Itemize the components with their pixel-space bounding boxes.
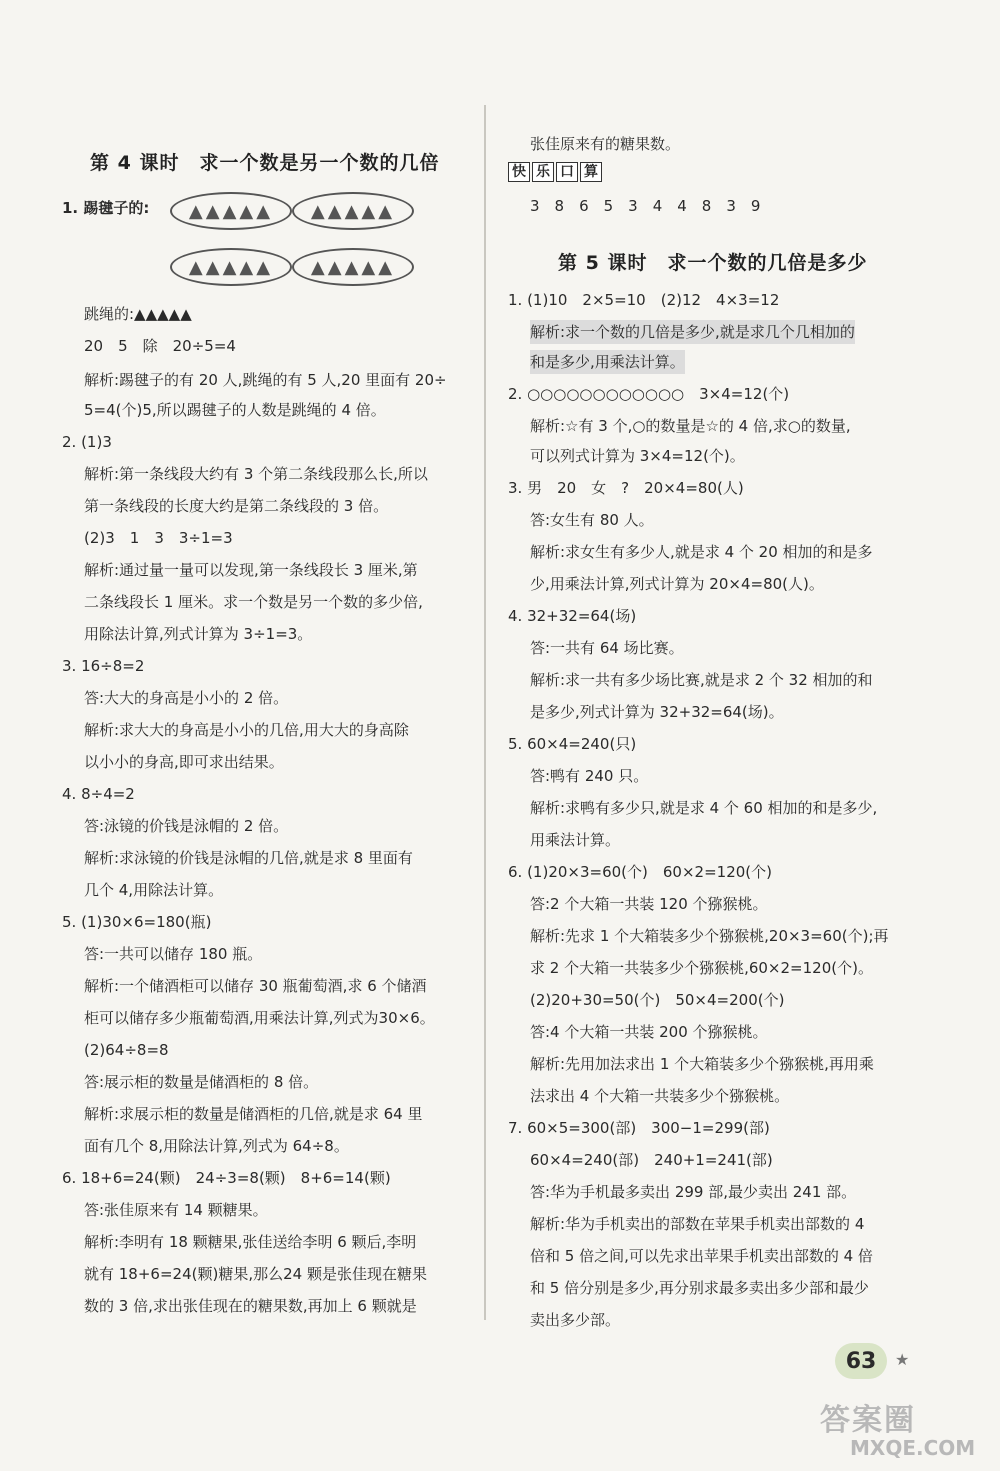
q2-answer: 2. (1)3 [62, 433, 112, 451]
r7-analysis: 倍和 5 倍之间,可以先求出苹果手机卖出部数的 4 倍 [530, 1247, 873, 1265]
q3-analysis: 解析:求大大的身高是小小的几倍,用大大的身高除 [84, 721, 409, 739]
q6-answer: 6. 18+6=24(颗) 24÷3=8(颗) 8+6=14(颗) [62, 1169, 391, 1187]
q3-answer: 3. 16÷8=2 [62, 657, 145, 675]
q3-analysis: 以小小的身高,即可求出结果。 [84, 753, 284, 771]
r6-analysis: 解析:先用加法求出 1 个大箱装多少个猕猴桃,再用乘 [530, 1055, 874, 1073]
q4-analysis: 几个 4,用除法计算。 [84, 881, 224, 899]
r3-conclusion: 答:女生有 80 人。 [530, 511, 654, 529]
q5-conclusion: 答:一共可以储存 180 瓶。 [84, 945, 263, 963]
q4-answer: 4. 8÷4=2 [62, 785, 135, 803]
watermark-url: MXQE.COM [850, 1436, 976, 1460]
r6-answer: (2)20+30=50(个) 50×4=200(个) [530, 991, 785, 1009]
q6-conclusion: 答:张佳原来有 14 颗糖果。 [84, 1201, 268, 1219]
badge-char: 快 [508, 162, 530, 182]
q5-analysis: 解析:求展示柜的数量是储酒柜的几倍,就是求 64 里 [84, 1105, 423, 1123]
r6-conclusion: 答:2 个大箱一共装 120 个猕猴桃。 [530, 895, 768, 913]
lesson-5-heading: 第 5 课时 求一个数的几倍是多少 [558, 252, 868, 274]
kuaile-answers: 3 8 6 5 3 4 4 8 3 9 [530, 197, 761, 215]
triangle-oval: ▲▲▲▲▲ [170, 248, 292, 286]
r3-analysis: 解析:求女生有多少人,就是求 4 个 20 相加的和是多 [530, 543, 873, 561]
q5-analysis: 面有几个 8,用除法计算,列式为 64÷8。 [84, 1137, 349, 1155]
badge-char: 口 [556, 162, 578, 182]
q4-conclusion: 答:泳镜的价钱是泳帽的 2 倍。 [84, 817, 289, 835]
q6-analysis: 就有 18+6=24(颗)糖果,那么24 颗是张佳现在糖果 [84, 1265, 427, 1283]
badge-char: 乐 [532, 162, 554, 182]
r7-analysis: 卖出多少部。 [530, 1311, 621, 1329]
r5-analysis: 解析:求鸭有多少只,就是求 4 个 60 相加的和是多少, [530, 799, 878, 817]
q5-answer: 5. (1)30×6=180(瓶) [62, 913, 212, 931]
r4-conclusion: 答:一共有 64 场比赛。 [530, 639, 684, 657]
r4-answer: 4. 32+32=64(场) [508, 607, 637, 625]
r1-analysis: 解析:求一个数的几倍是多少,就是求几个几相加的 [530, 320, 855, 344]
column-divider [484, 105, 486, 1320]
star-icon: ★ [895, 1350, 910, 1369]
r6-conclusion: 答:4 个大箱一共装 200 个猕猴桃。 [530, 1023, 768, 1041]
q1-analysis: 5=4(个)5,所以踢毽子的人数是跳绳的 4 倍。 [84, 401, 386, 419]
q1-line2: 跳绳的:▲▲▲▲▲ [84, 305, 192, 323]
r7-conclusion: 答:华为手机最多卖出 299 部,最少卖出 241 部。 [530, 1183, 857, 1201]
watermark-logo: 答案圈 [820, 1403, 916, 1438]
r7-analysis: 和 5 倍分别是多少,再分别求最多卖出多少部和最少 [530, 1279, 869, 1297]
r6-analysis: 求 2 个大箱一共装多少个猕猴桃,60×2=120(个)。 [530, 959, 873, 977]
q3-conclusion: 答:大大的身高是小小的 2 倍。 [84, 689, 289, 707]
q2-analysis: 解析:第一条线段大约有 3 个第二条线段那么长,所以 [84, 465, 428, 483]
r6-answer: 6. (1)20×3=60(个) 60×2=120(个) [508, 863, 772, 881]
q1-label: 1. 踢毽子的: [62, 199, 150, 217]
r5-conclusion: 答:鸭有 240 只。 [530, 767, 649, 785]
r5-analysis: 用乘法计算。 [530, 831, 621, 849]
triangle-oval: ▲▲▲▲▲ [170, 192, 292, 230]
r4-analysis: 解析:求一共有多少场比赛,就是求 2 个 32 相加的和 [530, 671, 873, 689]
q1-line3: 20 5 除 20÷5=4 [84, 337, 236, 355]
r2-analysis: 解析:☆有 3 个,○的数量是☆的 4 倍,求○的数量, [530, 417, 851, 435]
q5-answer: (2)64÷8=8 [84, 1041, 169, 1059]
r3-answer: 3. 男 20 女 ? 20×4=80(人) [508, 479, 744, 497]
triangle-oval: ▲▲▲▲▲ [292, 192, 414, 230]
r6-analysis: 解析:先求 1 个大箱装多少个猕猴桃,20×3=60(个);再 [530, 927, 889, 945]
q2-answer: (2)3 1 3 3÷1=3 [84, 529, 233, 547]
r4-analysis: 是多少,列式计算为 32+32=64(场)。 [530, 703, 784, 721]
kuaile-kousuan-badge [508, 162, 602, 182]
q2-analysis: 二条线段长 1 厘米。求一个数是另一个数的多少倍, [84, 593, 423, 611]
q2-analysis: 用除法计算,列式计算为 3÷1=3。 [84, 625, 313, 643]
page-number: 63 [835, 1343, 887, 1379]
r1-analysis: 和是多少,用乘法计算。 [530, 350, 685, 374]
q6-continued: 张佳原来有的糖果数。 [530, 135, 681, 153]
q5-analysis: 柜可以储存多少瓶葡萄酒,用乘法计算,列式为30×6。 [84, 1009, 435, 1027]
r5-answer: 5. 60×4=240(只) [508, 735, 637, 753]
q5-conclusion: 答:展示柜的数量是储酒柜的 8 倍。 [84, 1073, 319, 1091]
q6-analysis: 数的 3 倍,求出张佳现在的糖果数,再加上 6 颗就是 [84, 1297, 417, 1315]
q1-analysis: 解析:踢毽子的有 20 人,跳绳的有 5 人,20 里面有 20÷ [84, 371, 447, 389]
r6-analysis: 法求出 4 个大箱一共装多少个猕猴桃。 [530, 1087, 790, 1105]
q6-analysis: 解析:李明有 18 颗糖果,张佳送给李明 6 颗后,李明 [84, 1233, 417, 1251]
r7-answer: 7. 60×5=300(部) 300−1=299(部) [508, 1119, 770, 1137]
q2-analysis: 第一条线段的长度大约是第二条线段的 3 倍。 [84, 497, 389, 515]
r1-answer: 1. (1)10 2×5=10 (2)12 4×3=12 [508, 291, 780, 309]
r3-analysis: 少,用乘法计算,列式计算为 20×4=80(人)。 [530, 575, 824, 593]
q4-analysis: 解析:求泳镜的价钱是泳帽的几倍,就是求 8 里面有 [84, 849, 413, 867]
r7-answer: 60×4=240(部) 240+1=241(部) [530, 1151, 773, 1169]
triangle-oval: ▲▲▲▲▲ [292, 248, 414, 286]
r7-analysis: 解析:华为手机卖出的部数在苹果手机卖出部数的 4 [530, 1215, 865, 1233]
lesson-4-heading: 第 4 课时 求一个数是另一个数的几倍 [90, 152, 440, 174]
badge-char: 算 [580, 162, 602, 182]
q5-analysis: 解析:一个储酒柜可以储存 30 瓶葡萄酒,求 6 个储酒 [84, 977, 427, 995]
r2-analysis: 可以列式计算为 3×4=12(个)。 [530, 447, 745, 465]
r2-answer: 2. ○○○○○○○○○○○○ 3×4=12(个) [508, 385, 790, 403]
q2-analysis: 解析:通过量一量可以发现,第一条线段长 3 厘米,第 [84, 561, 418, 579]
